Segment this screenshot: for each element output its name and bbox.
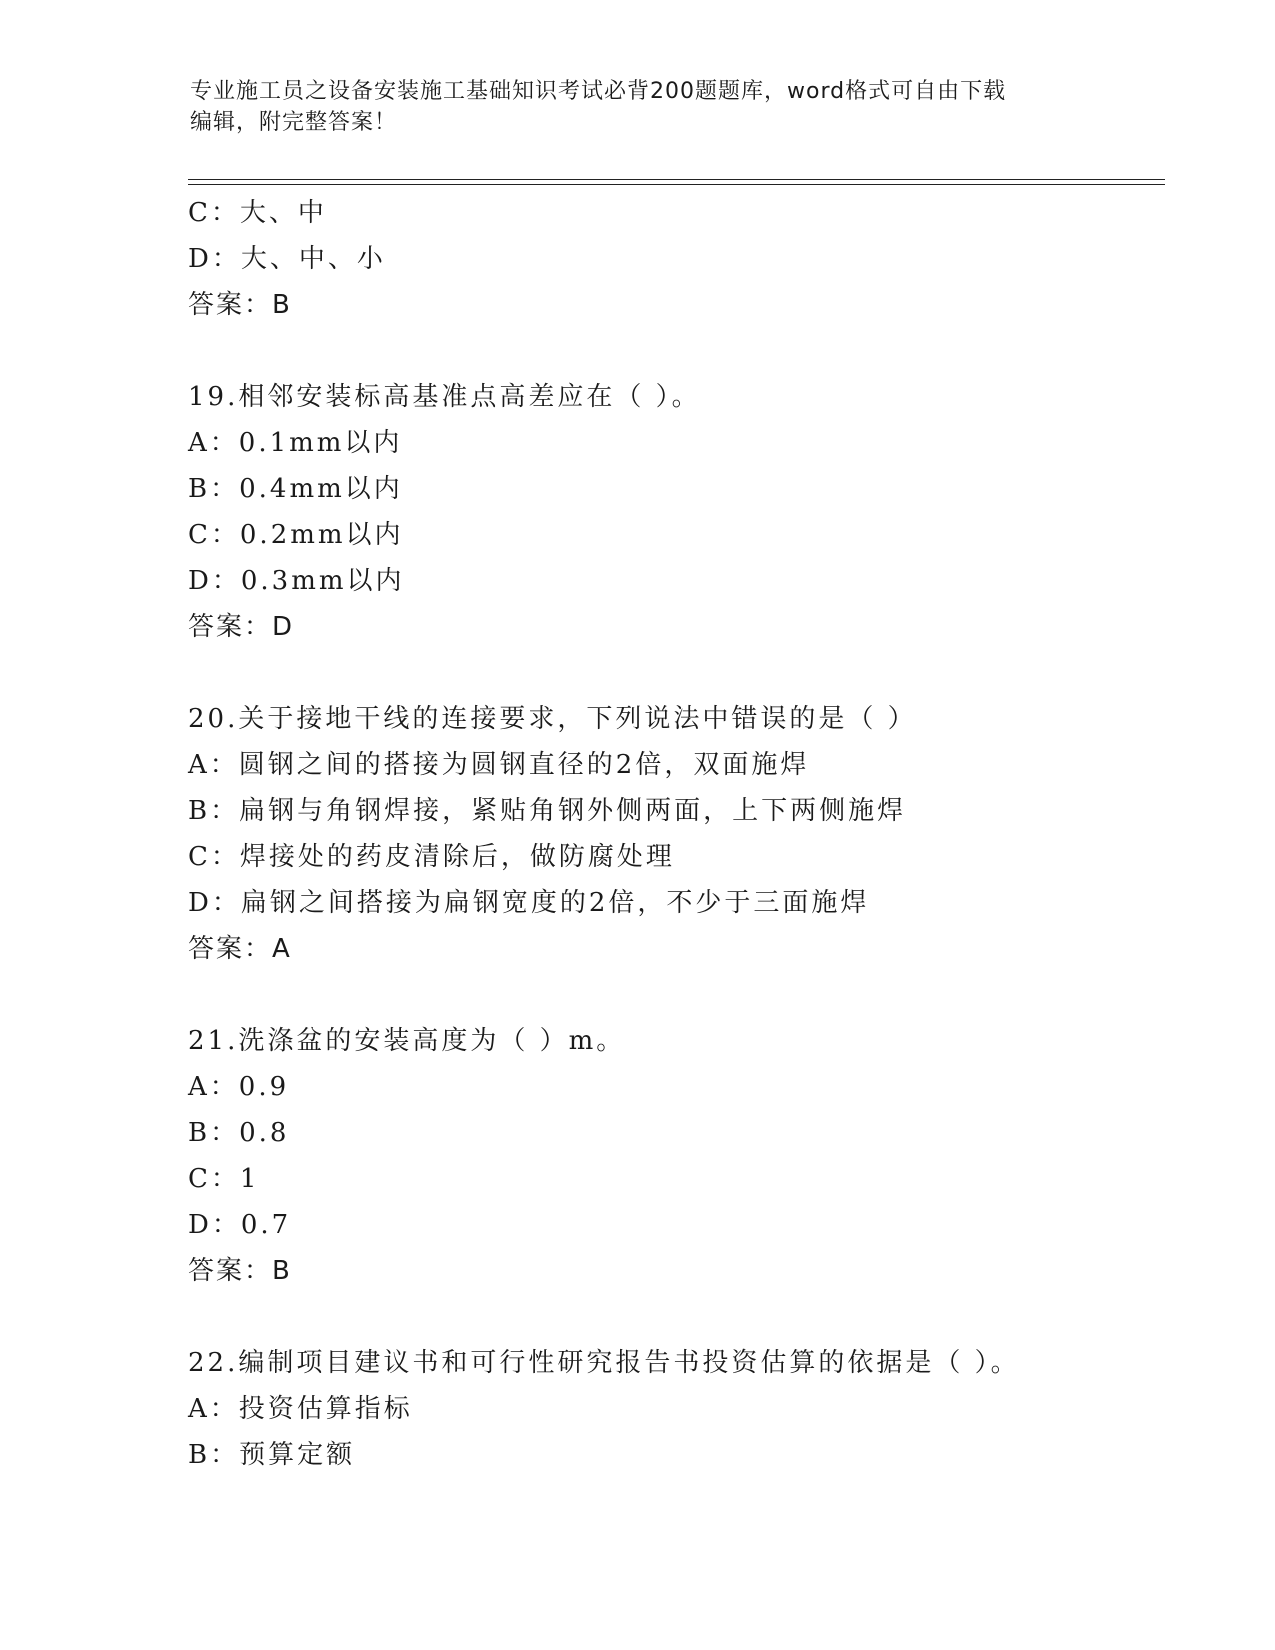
option-a: A：0.9 xyxy=(188,1072,290,1102)
option-b: B：预算定额 xyxy=(188,1440,356,1470)
question-18-continued xyxy=(188,190,1168,328)
answer-line: 答案：D xyxy=(188,612,295,642)
option-c: C：大、中 xyxy=(188,198,327,228)
option-a: A：圆钢之间的搭接为圆钢直径的2倍，双面施焊 xyxy=(188,750,810,780)
spacer xyxy=(188,972,1168,1018)
question-stem: 19.相邻安装标高基准点高差应在（ ）。 xyxy=(188,382,701,412)
answer-line: 答案：B xyxy=(188,1256,292,1286)
question-list xyxy=(188,190,1168,1478)
spacer xyxy=(188,650,1168,696)
option-b: B：扁钢与角钢焊接，紧贴角钢外侧两面，上下两侧施焊 xyxy=(188,796,907,826)
question-20 xyxy=(188,696,1168,972)
question-19 xyxy=(188,374,1168,650)
answer-line: 答案：A xyxy=(188,934,292,964)
header-divider-bottom xyxy=(188,184,1165,185)
question-stem: 20.关于接地干线的连接要求，下列说法中错误的是（ ） xyxy=(188,704,917,734)
header-title-line-2: 编辑，附完整答案！ xyxy=(190,110,398,135)
option-c: C：0.2mm以内 xyxy=(188,520,404,550)
question-stem: 22.编制项目建议书和可行性研究报告书投资估算的依据是（ ）。 xyxy=(188,1348,1020,1378)
option-b: B：0.8 xyxy=(188,1118,290,1148)
question-22 xyxy=(188,1340,1168,1478)
option-c: C：焊接处的药皮清除后，做防腐处理 xyxy=(188,842,675,872)
option-d: D：0.3mm以内 xyxy=(188,566,405,596)
option-c: C：1 xyxy=(188,1164,260,1194)
question-21 xyxy=(188,1018,1168,1294)
question-stem: 21.洗涤盆的安装高度为（ ）m。 xyxy=(188,1026,626,1056)
option-a: A：投资估算指标 xyxy=(188,1394,413,1424)
spacer xyxy=(188,328,1168,374)
option-a: A：0.1mm以内 xyxy=(188,428,403,458)
document-header xyxy=(190,76,1090,138)
option-b: B：0.4mm以内 xyxy=(188,474,403,504)
option-d: D：扁钢之间搭接为扁钢宽度的2倍，不少于三面施焊 xyxy=(188,888,870,918)
option-d: D：大、中、小 xyxy=(188,244,386,274)
answer-line: 答案：B xyxy=(188,290,292,320)
header-title-line-1: 专业施工员之设备安装施工基础知识考试必背200题题库，word格式可自由下载 xyxy=(190,79,1007,104)
option-d: D：0.7 xyxy=(188,1210,292,1240)
spacer xyxy=(188,1294,1168,1340)
header-divider-top xyxy=(188,179,1165,180)
